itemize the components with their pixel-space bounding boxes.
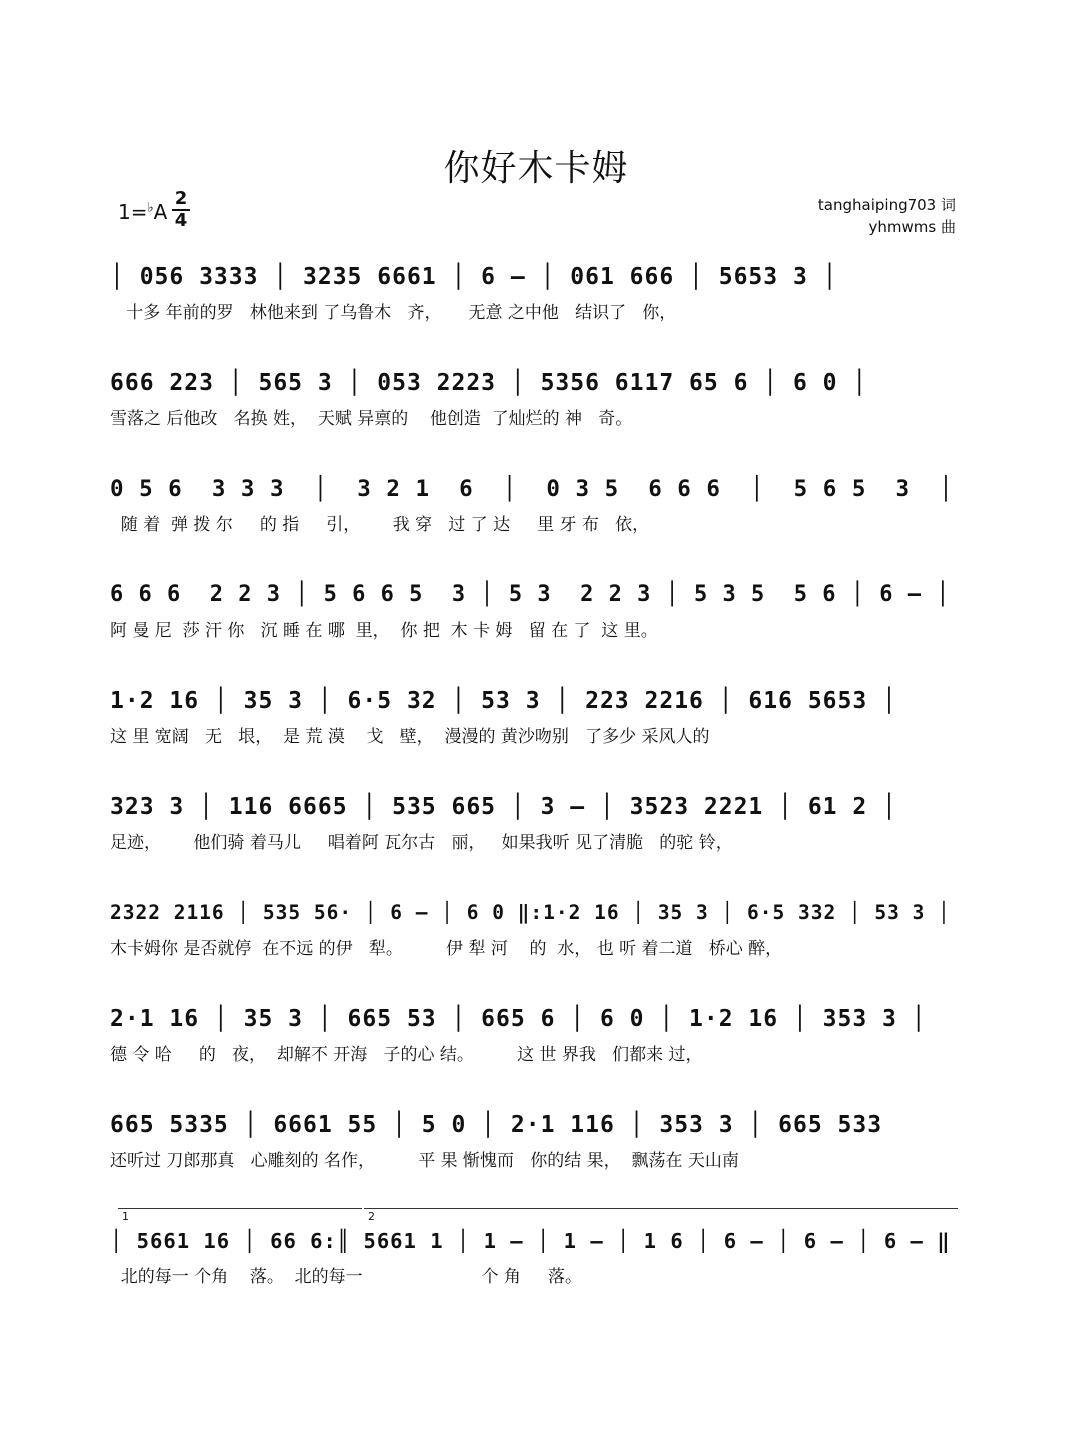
score-line	[110, 894, 962, 974]
lyrics-line: 阿 曼 尼 莎 汗 你 沉 睡 在 哪 里， 你 把 木 卡 姆 留 在 了 这 里。	[110, 621, 658, 641]
score-line	[110, 470, 962, 550]
score-line	[110, 364, 962, 444]
meter-top: 2	[174, 188, 188, 209]
volta-first-line	[118, 1208, 362, 1209]
volta-second-line	[364, 1208, 958, 1209]
song-title: 你好木卡姆	[443, 148, 629, 189]
meter-bottom: 4	[174, 210, 188, 231]
volta-second-label: 2	[368, 1210, 375, 1223]
notation-line: 323 3 │ 116 6665 │ 535 665 │ 3 – │ 3523 2221 │ 61 2 │	[110, 794, 897, 820]
lyrics-line: 足迹， 他们骑 着马儿 唱着阿 瓦尔古 丽， 如果我听 见了清脆 的驼 铃，	[110, 833, 733, 853]
notation-line: 6 6 6 2 2 3 │ 5 6 6 5 3 │ 5 3 2 2 3 │ 5 3 5 5 6 │ 6 – │	[110, 582, 951, 607]
score-line	[110, 682, 962, 762]
notation-line: 666 223 │ 565 3 │ 053 2223 │ 5356 6117 65 6 │ 6 0 │	[110, 370, 868, 396]
score-line	[110, 1000, 962, 1080]
composer-credit: yhmwms 曲	[868, 218, 956, 236]
notation-line: 665 5335 │ 6661 55 │ 5 0 │ 2·1 116 │ 353 3 │ 665 533	[110, 1112, 883, 1138]
volta-first-label: 1	[122, 1210, 129, 1223]
notation-line: 2·1 16 │ 35 3 │ 665 53 │ 665 6 │ 6 0 │ 1·2 16 │ 353 3 │	[110, 1006, 927, 1032]
notation-line: 2322 2116 │ 535 56· │ 6 – │ 6 0 ‖:1·2 16 │ 35 3 │ 6·5 332 │ 53 3 │	[110, 901, 951, 924]
score-line	[110, 1106, 962, 1186]
key-prefix: 1=	[118, 200, 148, 224]
key-signature	[118, 200, 167, 224]
lyrics-line: 木卡姆你 是否就停 在不远 的伊 犁。 伊 犁 河 的 水， 也 听 着二道 桥心 醉，	[110, 939, 783, 959]
notation-line: 0 5 6 3 3 3 │ 3 2 1 6 │ 0 3 5 6 6 6 │ 5 6 5 3 │	[110, 476, 954, 502]
lyrics-line: 随 着 弹 拨 尔 的 指 引， 我 穿 过 了 达 里 牙 布 依，	[110, 515, 650, 535]
lyrics-line: 雪落之 后他改 名换 姓， 天赋 异禀的 他创造 了灿烂的 神 奇。	[110, 409, 633, 429]
score-line	[110, 576, 962, 656]
lyrics-line: 十多 年前的罗 林他来到 了乌鲁木 齐， 无意 之中他 结识了 你，	[110, 303, 677, 323]
score-line	[110, 788, 962, 868]
time-signature	[172, 190, 190, 230]
lyrics-line: 这 里 宽阔 无 垠， 是 荒 漠 戈 壁， 漫漫的 黄沙吻别 了多少 采风人的	[110, 727, 710, 747]
notation-line: 1·2 16 │ 35 3 │ 6·5 32 │ 53 3 │ 223 2216 │ 616 5653 │	[110, 688, 897, 714]
lyrics-line: 德 令 哈 的 夜， 却解不 开海 子的心 结。 这 世 界我 们都来 过，	[110, 1045, 703, 1065]
notation-line: │ 5661 16 │ 66 6:║ 5661 1 │ 1 – │ 1 – │ 1 6 │ 6 – │ 6 – │ 6 – ‖	[110, 1229, 951, 1253]
lyrics-line: 还听过 刀郎那真 心雕刻的 名作， 平 果 惭愧而 你的结 果， 飘荡在 天山南	[110, 1151, 739, 1171]
flat-sign: ♭	[147, 200, 154, 216]
key-note: A	[153, 200, 168, 224]
lyrics-line: 北的每一 个角 落。 北的每一 个 角 落。	[110, 1267, 582, 1287]
score-line	[110, 258, 962, 338]
lyricist-credit: tanghaiping703 词	[817, 196, 956, 214]
notation-line: │ 056 3333 │ 3235 6661 │ 6 – │ 061 666 │ 5653 3 │	[110, 264, 838, 290]
score-line	[110, 1222, 962, 1302]
